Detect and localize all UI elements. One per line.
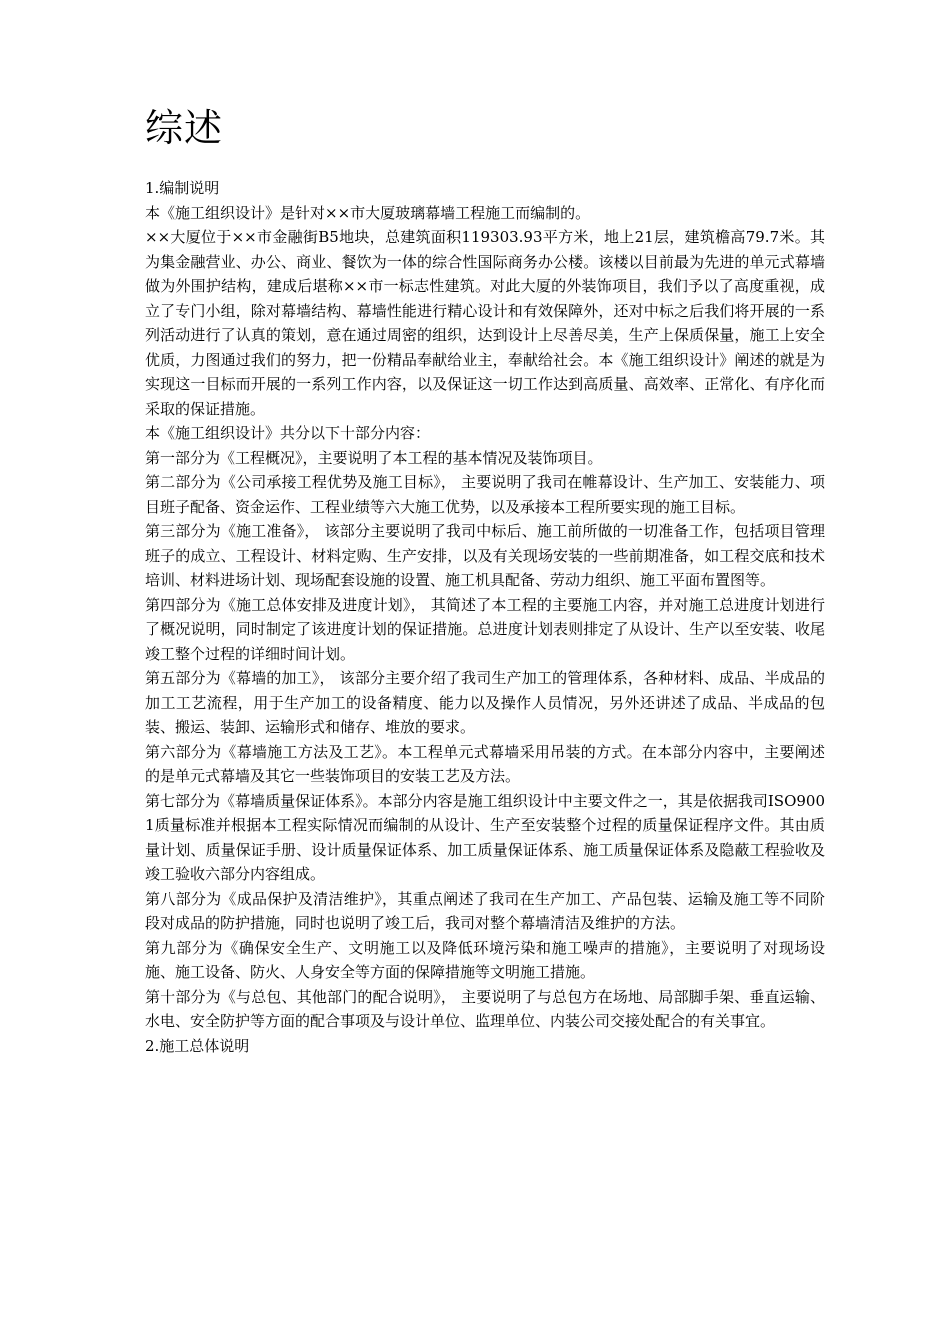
paragraph: 本《施工组织设计》共分以下十部分内容： — [145, 424, 431, 442]
paragraph: 第二部分为《公司承接工程优势及施工目标》， 主要说明了我司在帷幕设计、生产加工、安装能力、项目班子配备、资金运作、工程业绩等六大施工优势，以及承接本工程所要实现的施工目标。 — [145, 473, 825, 516]
paragraph: 第六部分为《幕墙施工方法及工艺》。本工程单元式幕墙采用吊装的方式。在本部分内容中，主要阐述的是单元式幕墙及其它一些装饰项目的安装工艺及方法。 — [145, 742, 825, 785]
paragraph: 第五部分为《幕墙的加工》， 该部分主要介绍了我司生产加工的管理体系，各种材料、成品、半成品的加工工艺流程，用于生产加工的设备精度、能力以及操作人员情况，另外还讲述了成品、半成品的包装、搬运、装卸、运输形式和储存、堆放的要求。 — [145, 669, 825, 736]
paragraph: 第九部分为《确保安全生产、文明施工以及降低环境污染和施工噪声的措施》，主要说明了对现场设施、施工设备、防火、人身安全等方面的保障措施等文明施工措施。 — [145, 938, 825, 981]
document-page — [145, 104, 825, 1058]
paragraph: 第七部分为《幕墙质量保证体系》。本部分内容是施工组织设计中主要文件之一，其是依据我司ISO9001质量标准并根据本工程实际情况而编制的从设计、生产至安装整个过程的质量保证程序文件。其由质量计划、质量保证手册、设计质量保证体系、加工质量保证体系、施工质量保证体系及隐蔽工程验收及竣工验收六部分内容组成。 — [145, 791, 825, 883]
paragraph: 第一部分为《工程概况》，主要说明了本工程的基本情况及装饰项目。 — [145, 448, 603, 467]
document-title: 综述 — [145, 106, 224, 150]
paragraph: 第三部分为《施工准备》， 该部分主要说明了我司中标后、施工前所做的一切准备工作，包括项目管理班子的成立、工程设计、材料定购、生产安排，以及有关现场安装的一些前期准备，如工程交底和技术培训、材料进场计划、现场配套设施的设置、施工机具配备、劳动力组织、施工平面布置图等。 — [145, 522, 825, 589]
paragraph: 第四部分为《施工总体安排及进度计划》， 其简述了本工程的主要施工内容，并对施工总进度计划进行了概况说明，同时制定了该进度计划的保证措施。总进度计划表则排定了从设计、生产以至安装、收尾竣工整个过程的详细时间计划。 — [145, 595, 825, 663]
section-heading: 2.施工总体说明 — [145, 1036, 250, 1055]
paragraph: 本《施工组织设计》是针对××市大厦玻璃幕墙工程施工而编制的。 — [145, 203, 591, 222]
paragraph: 第八部分为《成品保护及清洁维护》，其重点阐述了我司在生产加工、产品包装、运输及施工等不同阶段对成品的防护措施，同时也说明了竣工后，我司对整个幕墙清洁及维护的方法。 — [145, 889, 825, 932]
paragraph: ××大厦位于××市金融街B5地块，总建筑面积119303.93平方米，地上21层，建筑檐高79.7米。其为集金融营业、办公、商业、餐饮为一体的综合性国际商务办公楼。该楼以目前最为先进的单元式幕墙做为外围护结构，建成后堪称××市一标志性建筑。对此大厦的外装饰项目，我们予以了高度重视，成立了专门小组，除对幕墙结构、幕墙性能进行精心设计和有效保障外，还对中标之后我们将开展的一系列活动进行了认真的策划，意在通过周密的组织，达到设计上尽善尽美，生产上保质保量，施工上安全优质，力图通过我们的努力，把一份精品奉献给业主，奉献给社会。本《施工组织设计》阐述的就是为实现这一目标而开展的一系列工作内容，以及保证这一切工作达到高质量、高效率、正常化、有序化而采取的保证措施。 — [145, 228, 825, 418]
paragraph: 第十部分为《与总包、其他部门的配合说明》， 主要说明了与总包方在场地、局部脚手架、垂直运输、水电、安全防护等方面的配合事项及与设计单位、监理单位、内装公司交接处配合的有关事宜。 — [145, 987, 825, 1030]
section-heading: 1.编制说明 — [145, 179, 220, 197]
